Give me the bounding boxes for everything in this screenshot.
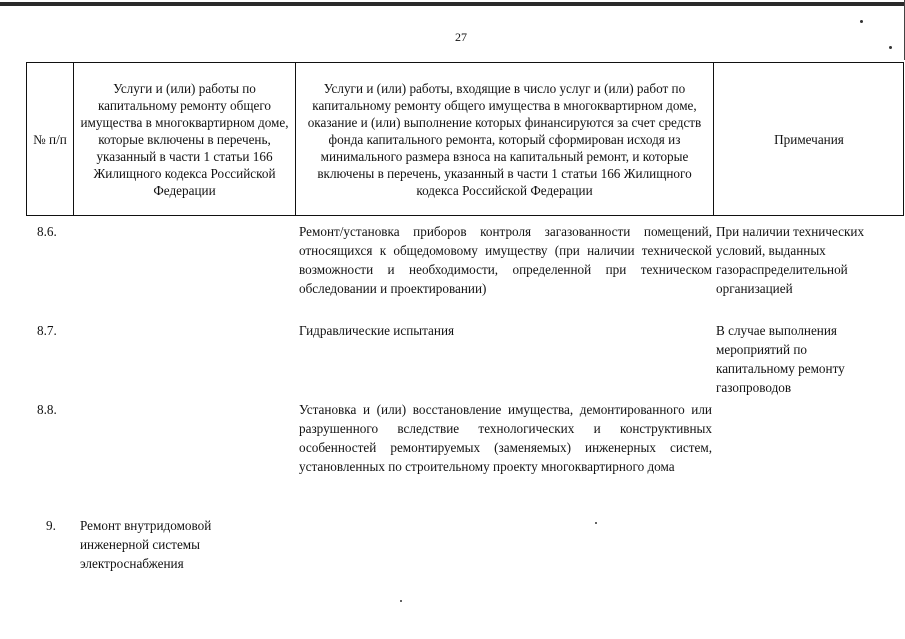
header-services-list: Услуги и (или) работы по капитальному ремонту общего имущества в многоквартирном доме, которые включены в перечень, указанный в части 1 статьи 166 Жилищного кодекса Российской Федерации <box>73 63 295 215</box>
row-work: Ремонт/установка приборов контроля загазованности помещений, относящихся к общедомовому имуществу (при наличии технической возможности и необходимости, определенной при техническом обследовании и проектировании) <box>299 224 712 296</box>
header-number: № п/п <box>33 131 67 147</box>
scan-speck <box>889 46 892 49</box>
row-note: При наличии технических условий, выданных газораспределительной организацией <box>716 224 865 296</box>
row-note: В случае выполнения мероприятий по капитальному ремонту газопроводов <box>716 323 845 395</box>
row-number: 8.8. <box>37 402 57 417</box>
row-number: 8.7. <box>37 323 57 338</box>
row-work: Гидравлические испытания <box>299 323 455 338</box>
scan-speck <box>860 20 863 23</box>
table-header <box>26 62 904 216</box>
header-services-included: Услуги и (или) работы, входящие в число услуг и (или) работ по капитальному ремонту общего имущества в многоквартирном доме, оказание и (или) выполнение которых финансируются за счет средств фонда капитального ремонта, который сформирован исходя из минимального размера взноса на капитальный ремонт, и которые включены в перечень, указанный в части 1 статьи 166 Жилищного кодекса Российской Федерации <box>295 63 713 215</box>
row-work: Установка и (или) восстановление имущества, демонтированного или разрушенного вследствие технологических и конструктивных особенностей ремонтируемых (заменяемых) инженерных систем, установленных по строительному проекту многоквартирного дома <box>299 402 712 474</box>
row-service: Ремонт внутридомовой инженерной системы электроснабжения <box>80 518 212 571</box>
row-number: 9. <box>46 518 56 533</box>
scan-border-top <box>0 2 905 6</box>
scan-speck <box>400 600 402 602</box>
header-notes: Примечания <box>713 63 904 215</box>
row-number: 8.6. <box>37 224 57 239</box>
page-number: 27 <box>455 30 467 44</box>
scan-speck <box>595 522 597 524</box>
